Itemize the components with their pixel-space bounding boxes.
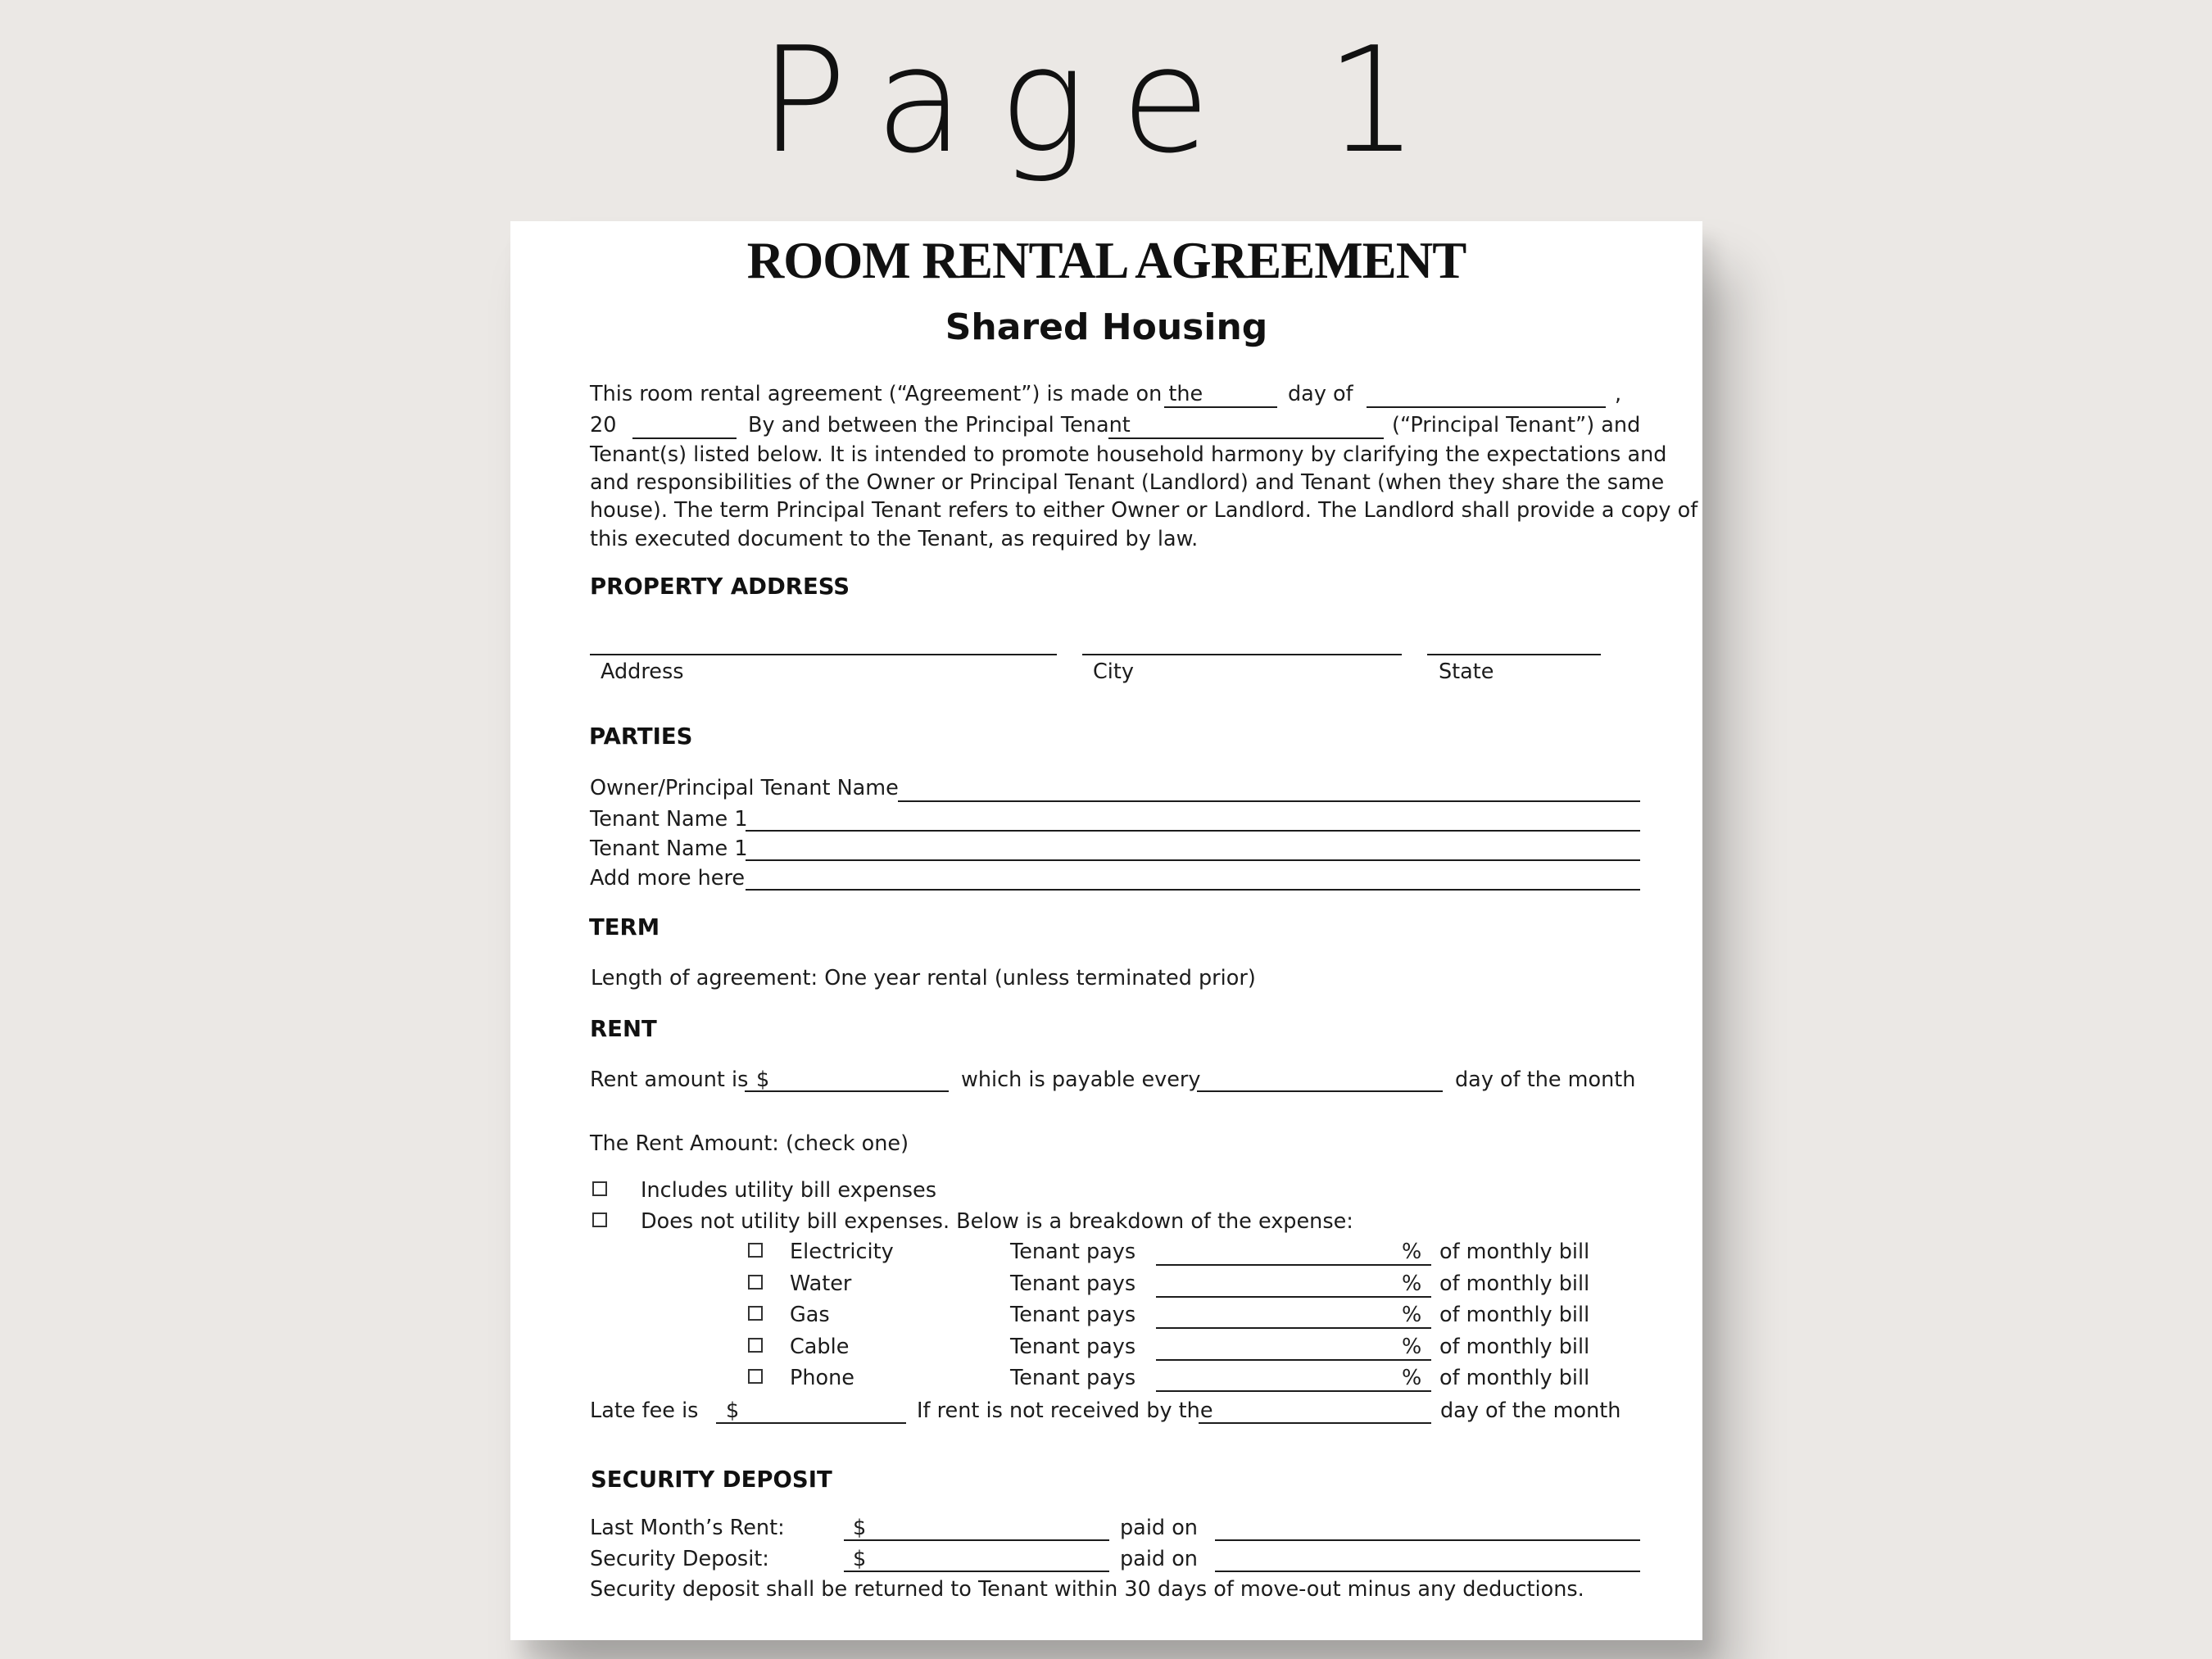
last-month-paid-date-field[interactable] — [1215, 1539, 1640, 1541]
late-fee-field[interactable] — [716, 1422, 906, 1424]
security-deposit-heading: SECURITY DEPOSIT — [591, 1466, 832, 1493]
page-label: Page 1 — [759, 16, 1453, 185]
address-label: Address — [601, 660, 684, 684]
last-month-rent-label: Last Month’s Rent: — [590, 1516, 785, 1540]
electricity-percent-field[interactable] — [1156, 1264, 1431, 1266]
agreement-day-field[interactable] — [1164, 406, 1277, 408]
excludes-utilities-checkbox[interactable] — [592, 1213, 607, 1227]
intro-text: house). The term Principal Tenant refers to either Owner or Landlord. The Landlord shall provide a copy of — [590, 498, 1698, 523]
of-monthly-bill-label: of monthly bill — [1439, 1271, 1590, 1296]
currency-symbol: $ — [853, 1516, 867, 1540]
tenant-pays-label: Tenant pays — [1010, 1366, 1136, 1390]
deposit-paid-date-field[interactable] — [1215, 1571, 1640, 1572]
utility-label: Phone — [790, 1366, 854, 1390]
currency-symbol: $ — [726, 1398, 740, 1423]
of-monthly-bill-label: of monthly bill — [1439, 1240, 1590, 1264]
intro-text: (“Principal Tenant”) and — [1392, 413, 1641, 437]
owner-name-label: Owner/Principal Tenant Name — [590, 776, 899, 800]
add-more-label: Add more here — [590, 866, 746, 891]
document-subtitle: Shared Housing — [945, 306, 1268, 348]
cable-checkbox[interactable] — [748, 1338, 763, 1353]
includes-utilities-label: Includes utility bill expenses — [641, 1178, 936, 1203]
of-monthly-bill-label: of monthly bill — [1439, 1303, 1590, 1327]
utility-label: Gas — [790, 1303, 830, 1327]
intro-text: this executed document to the Tenant, as required by law. — [590, 527, 1199, 551]
term-heading: TERM — [589, 914, 660, 941]
tenant-pays-label: Tenant pays — [1010, 1271, 1136, 1296]
rent-amount-label: Rent amount is — [590, 1067, 749, 1092]
of-monthly-bill-label: of monthly bill — [1439, 1366, 1590, 1390]
tenant-pays-label: Tenant pays — [1010, 1240, 1136, 1264]
rent-due-day-field[interactable] — [1197, 1090, 1443, 1092]
utility-label: Water — [790, 1271, 852, 1296]
intro-text: and responsibilities of the Owner or Principal Tenant (Landlord) and Tenant (when they share the same — [590, 470, 1665, 495]
currency-symbol: $ — [853, 1547, 867, 1571]
intro-text: This room rental agreement (“Agreement”) is made on the — [590, 382, 1203, 406]
percent-sign: % — [1402, 1366, 1422, 1390]
day-of-month-label: day of the month — [1440, 1398, 1621, 1423]
intro-text: By and between the Principal Tenant — [748, 413, 1131, 437]
security-deposit-field[interactable] — [844, 1571, 1109, 1572]
intro-text: , — [1615, 382, 1622, 406]
water-checkbox[interactable] — [748, 1275, 763, 1290]
of-monthly-bill-label: of monthly bill — [1439, 1335, 1590, 1359]
electricity-checkbox[interactable] — [748, 1243, 763, 1258]
phone-percent-field[interactable] — [1156, 1390, 1431, 1392]
percent-sign: % — [1402, 1240, 1422, 1264]
document-title: ROOM RENTAL AGREEMENT — [746, 232, 1466, 289]
principal-tenant-field[interactable] — [1108, 437, 1384, 439]
cable-percent-field[interactable] — [1156, 1359, 1431, 1361]
agreement-month-field[interactable] — [1367, 406, 1606, 408]
gas-checkbox[interactable] — [748, 1306, 763, 1321]
utility-label: Electricity — [790, 1240, 894, 1264]
late-fee-label: Late fee is — [590, 1398, 699, 1423]
phone-checkbox[interactable] — [748, 1369, 763, 1384]
intro-text: 20 — [590, 413, 617, 437]
rental-agreement-page — [510, 221, 1702, 1640]
tenant-name-label: Tenant Name 1 — [590, 807, 748, 832]
late-condition-label: If rent is not received by the — [917, 1398, 1213, 1423]
tenant-pays-label: Tenant pays — [1010, 1335, 1136, 1359]
owner-name-field[interactable] — [898, 800, 1640, 802]
tenant-pays-label: Tenant pays — [1010, 1303, 1136, 1327]
state-label: State — [1439, 660, 1494, 684]
tenant-name-field[interactable] — [746, 859, 1640, 861]
currency-symbol: $ — [756, 1067, 770, 1092]
percent-sign: % — [1402, 1303, 1422, 1327]
rent-heading: RENT — [590, 1016, 657, 1042]
percent-sign: % — [1402, 1271, 1422, 1296]
intro-text: Tenant(s) listed below. It is intended to promote household harmony by clarifying the expectations and — [590, 442, 1667, 467]
water-percent-field[interactable] — [1156, 1296, 1431, 1298]
late-day-field[interactable] — [1199, 1422, 1431, 1424]
tenant-name-label: Tenant Name 1 — [590, 836, 748, 861]
address-field[interactable] — [590, 654, 1057, 655]
property-address-heading: PROPERTY ADDRESS — [590, 573, 850, 600]
paid-on-label: paid on — [1120, 1547, 1198, 1571]
intro-text: day of — [1288, 382, 1353, 406]
state-field[interactable] — [1427, 654, 1601, 655]
city-label: City — [1093, 660, 1134, 684]
rent-check-prompt: The Rent Amount: (check one) — [590, 1131, 909, 1156]
additional-tenant-field[interactable] — [746, 889, 1640, 891]
gas-percent-field[interactable] — [1156, 1327, 1431, 1329]
rent-amount-field[interactable] — [745, 1090, 949, 1092]
utility-label: Cable — [790, 1335, 850, 1359]
security-deposit-label: Security Deposit: — [590, 1547, 769, 1571]
percent-sign: % — [1402, 1335, 1422, 1359]
term-text: Length of agreement: One year rental (unless terminated prior) — [591, 966, 1256, 990]
tenant-name-field[interactable] — [746, 830, 1640, 832]
payable-label: which is payable every — [961, 1067, 1201, 1092]
deposit-return-note: Security deposit shall be returned to Tenant within 30 days of move-out minus any deductions. — [590, 1577, 1584, 1602]
day-of-month-label: day of the month — [1455, 1067, 1636, 1092]
agreement-year-field[interactable] — [632, 437, 737, 439]
city-field[interactable] — [1082, 654, 1402, 655]
paid-on-label: paid on — [1120, 1516, 1198, 1540]
last-month-rent-field[interactable] — [844, 1539, 1109, 1541]
excludes-utilities-label: Does not utility bill expenses. Below is a breakdown of the expense: — [641, 1209, 1353, 1234]
parties-heading: PARTIES — [589, 723, 693, 750]
includes-utilities-checkbox[interactable] — [592, 1181, 607, 1196]
